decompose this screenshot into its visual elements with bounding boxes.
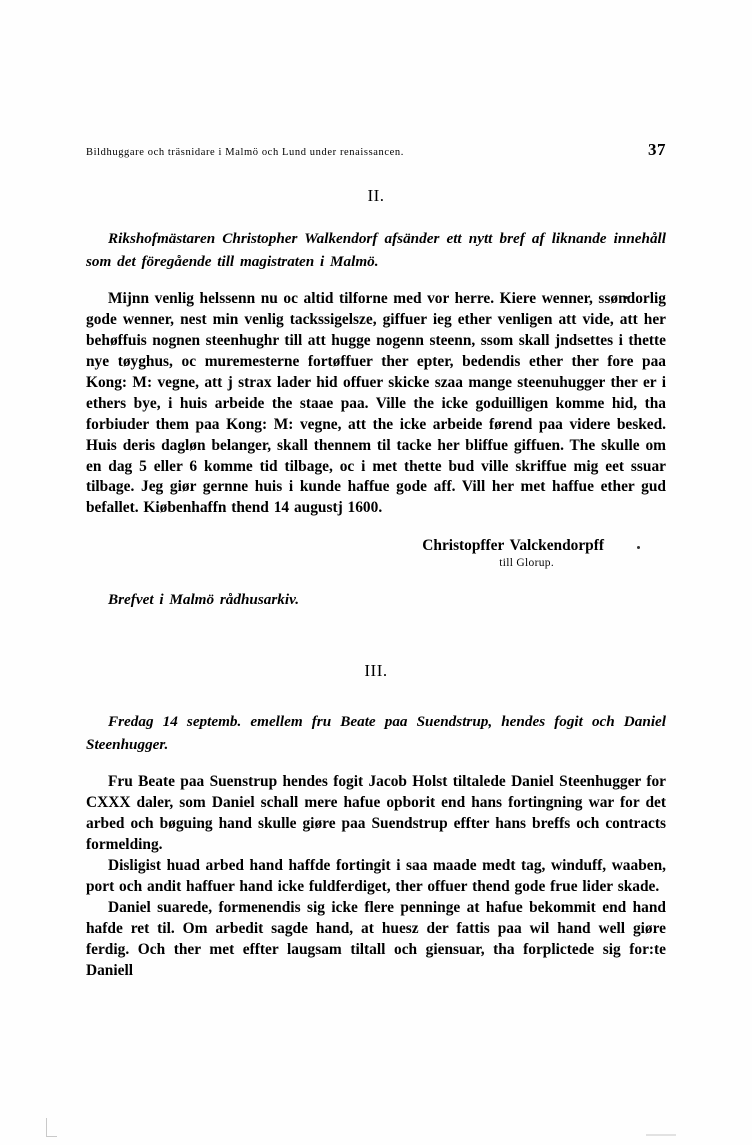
page-content [86,140,666,982]
section-number-ii: II. [367,186,385,205]
section-number-iii: III. [364,661,388,681]
running-head-title: Bildhuggare och träsnidare i Malmö och Lund under renaissancen. [86,147,405,158]
page-corner-mark [46,1118,57,1137]
section-ii-archive-note: Brefvet i Malmö rådhusarkiv. [108,591,300,609]
running-head [86,140,666,160]
page-number: 37 [648,140,666,159]
section-iii-intro: Fredag 14 septemb. emellem fru Beate paa Suendstrup, hendes fogit och Daniel Steenhugger. [86,713,666,753]
section-iii-paragraph-3: Daniel suarede, formenendis sig icke flere penninge at hafue bekommit end hand hafde ret til. Om arbedit sagde hand, at huesz der fattis paa wil hand well giøre ferdig. Och ther met effter laugsam tiltall och giensuar, tha forplictede sig for:te Daniell [86,898,666,979]
section-ii-signature-subtitle: till Glorup. [499,557,554,570]
section-iii-paragraph-1: Fru Beate paa Suenstrup hendes fogit Jacob Holst tiltalede Daniel Steenhugger for CXXX daler, som Daniel schall mere hafue opborit end hans fortingning war for det arbed och bøguing hand skulle giøre paa Suendstrup effter hans breffs och contracts formelding. [86,773,666,854]
page-bottom-mark [646,1134,676,1136]
section-ii-signature: Christopffer Valckendorpff [422,537,604,555]
section-iii-paragraph-2: Disligist huad arbed hand haffde fortingit i saa maade medt tag, winduff, waaben, port och andit haffuer hand icke fuldferdiget, ther offuer thend gode frue lider skade. [86,857,666,895]
section-ii-intro: Rikshofmästaren Christopher Walkendorf afsänder ett nytt bref af liknande innehåll som det föregående till magistraten i Malmö. [86,230,666,270]
section-ii-paragraph-1: Mijnn venlig helssenn nu oc altid tilforne med vor herre. Kiere wenner, ssøndorlig gode wenner, nest min venlig tackssigelsze, giffuer ieg ether venligen att vide, att her behøffuis nognen steenhughr till att hugge nogenn steenn, ssom skall jndsettes i thette nye tøyghus, oc muremesterne fortøffuer ther epter, bedendis ether ther fore paa Kong: M: vegne, att j strax lader hid offuer skicke szaa mange steenuhugger ther er i ethers bye, i huis arbeide the staae paa. Ville the icke goduilligen komme hid, tha forbiuder them paa Kong: M: vegne, att the icke arbeide førend paa videre besked. Huis deris dagløn belanger, skall thennem til tacke her bliffue giffuen. The skulle om en dag 5 eller 6 komme tid tilbage, oc i met thette bud ville skriffue mig eet ssuar tilbage. Jeg giør gernne huis i kunde haffue gode aff. Vill her met haffue ether gud befallet. Kiøbenhaffn thend 14 augustj 1600. [86,290,666,517]
